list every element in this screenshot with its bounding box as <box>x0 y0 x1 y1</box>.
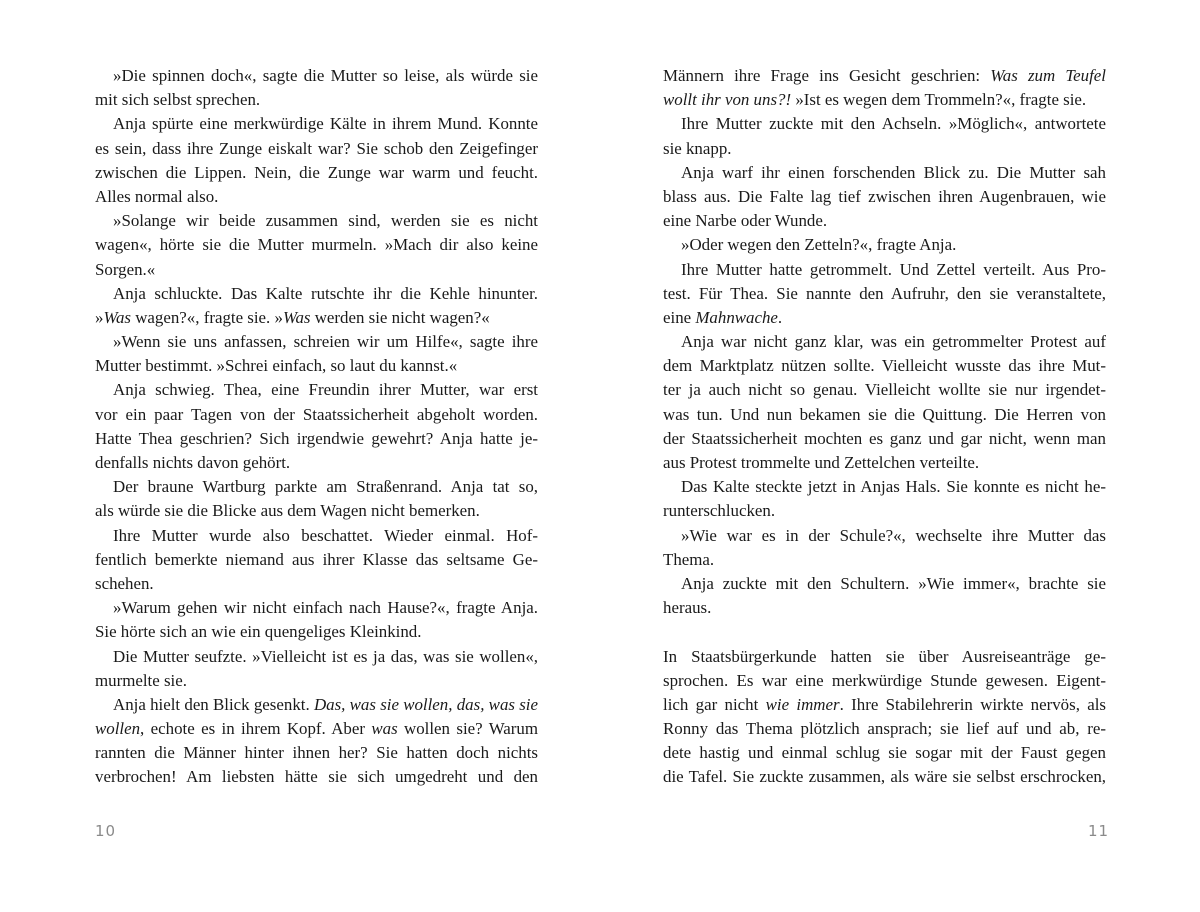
text-line: Der braune Wartburg parkte am Straßenrand. Anja tat so, <box>113 477 538 497</box>
text-line: zwischen die Lippen. Nein, die Zunge war warm und feucht. <box>95 162 538 182</box>
text-line: der Staatssicherheit mochten es ganz und gar nicht, wenn man <box>663 428 1106 448</box>
text-line: ter ja auch nicht so genau. Vielleicht wollte sie nur irgendet- <box>663 380 1106 400</box>
text-line: Hatte Thea geschrien? Sich irgendwie gewehrt? Anja hatte je- <box>95 428 538 448</box>
text-line: murmelte sie. <box>95 670 187 690</box>
text-line: Ihre Mutter hatte getrommelt. Und Zettel verteilt. Aus Pro- <box>681 259 1106 279</box>
text-line: wollt ihr von uns?! »Ist es wegen dem Trommeln?«, fragte sie. <box>663 90 1087 110</box>
text-line: Sie hörte sich an wie ein quengeliges Kleinkind. <box>95 622 422 642</box>
text-line: als würde sie die Blicke aus dem Wagen nicht bemerken. <box>95 501 480 521</box>
text-line: Die Mutter seufzte. »Vielleicht ist es ja das, was sie wollen«, <box>113 646 538 666</box>
text-line: »Wie war es in der Schule?«, wechselte ihre Mutter das <box>681 525 1106 545</box>
text-line: verbrochen! Am liebsten hätte sie sich umgedreht und den <box>95 767 538 787</box>
text-line: test. Für Thea. Sie nannte den Aufruhr, den sie veranstaltete, <box>663 283 1106 303</box>
text-line: sie knapp. <box>663 138 732 158</box>
text-line: »Was wagen?«, fragte sie. »Was werden sie nicht wagen?« <box>95 307 490 327</box>
left-page-text <box>95 64 538 790</box>
text-line: Ihre Mutter wurde also beschattet. Wieder einmal. Hof- <box>113 525 538 545</box>
text-line: mit sich selbst sprechen. <box>95 90 261 110</box>
text-line: »Die spinnen doch«, sagte die Mutter so leise, als würde sie <box>113 66 538 85</box>
text-line: vor ein paar Tagen von der Staatssicherheit abgeholt worden. <box>95 404 538 424</box>
text-line: Anja zuckte mit den Schultern. »Wie immer«, brachte sie <box>681 573 1106 593</box>
text-line: dete hastig und einmal schlug sie sogar mit der Faust gegen <box>663 743 1106 763</box>
right-page-text <box>663 64 1106 790</box>
text-line: Anja warf ihr einen forschenden Blick zu. Die Mutter sah <box>681 162 1106 182</box>
text-line: Anja spürte eine merkwürdige Kälte in ihrem Mund. Konnte <box>113 114 538 134</box>
text-line: Ihre Mutter zuckte mit den Achseln. »Möglich«, antwortete <box>681 114 1106 134</box>
text-line: denfalls nichts davon gehört. <box>95 453 291 472</box>
text-line: Alles normal also. <box>95 186 219 206</box>
text-line: aus Protest trommelte und Zettelchen verteilte. <box>663 453 980 472</box>
text-line: wagen«, hörte sie die Mutter murmeln. »Mach dir also keine <box>95 235 538 255</box>
page-number-right: 11 <box>1088 822 1110 840</box>
text-line: dem Marktplatz nützen sollte. Vielleicht wusste das ihre Mut- <box>663 356 1106 376</box>
text-line: »Wenn sie uns anfassen, schreien wir um Hilfe«, sagte ihre <box>113 332 538 352</box>
text-line: Thema. <box>663 549 715 569</box>
right-page <box>600 0 1200 912</box>
text-line: »Solange wir beide zusammen sind, werden sie es nicht <box>113 211 538 231</box>
text-line: »Oder wegen den Zetteln?«, fragte Anja. <box>681 235 957 255</box>
text-line: In Staatsbürgerkunde hatten sie über Ausreiseanträge ge- <box>663 646 1106 666</box>
text-line: Männern ihre Frage ins Gesicht geschrien: Was zum Teufel <box>663 66 1106 85</box>
text-line: rannten die Männer hinter ihnen her? Sie hatten doch nichts <box>95 743 538 763</box>
text-line: lich gar nicht wie immer. Ihre Stabilehrerin wirkte nervös, als <box>663 694 1106 714</box>
text-line: runterschlucken. <box>663 501 776 521</box>
page-number-left: 10 <box>95 822 117 840</box>
text-line: blass aus. Die Falte lag tief zwischen ihren Augenbrauen, wie <box>663 186 1106 206</box>
text-line: fentlich bemerkte niemand aus ihrer Klasse das seltsame Ge- <box>95 549 538 569</box>
text-line: eine Mahnwache. <box>663 307 783 327</box>
text-line: schehen. <box>95 573 154 593</box>
text-line: sprochen. Es war eine merkwürdige Stunde gewesen. Eigent- <box>663 670 1106 690</box>
text-line: es sein, dass ihre Zunge eiskalt war? Sie schob den Zeigefinger <box>95 138 538 158</box>
text-line: heraus. <box>663 598 712 618</box>
text-line: Das Kalte steckte jetzt in Anjas Hals. Sie konnte es nicht he- <box>681 477 1106 497</box>
text-line: Ronny das Thema plötzlich ansprach; sie lief auf und ab, re- <box>663 719 1106 739</box>
text-line: wollen, echote es in ihrem Kopf. Aber was wollen sie? Warum <box>95 719 539 739</box>
text-line: Mutter bestimmt. »Schrei einfach, so laut du kannst.« <box>95 356 458 376</box>
section-break <box>663 620 1106 644</box>
text-line: eine Narbe oder Wunde. <box>663 211 828 231</box>
text-line: Anja hielt den Blick gesenkt. Das, was sie wollen, das, was sie <box>113 694 538 714</box>
text-line: was tun. Und nun bekamen sie die Quittung. Die Herren von <box>663 404 1106 424</box>
text-line: Anja schwieg. Thea, eine Freundin ihrer Mutter, war erst <box>113 380 538 400</box>
text-line: Sorgen.« <box>95 259 156 279</box>
text-line: die Tafel. Sie zuckte zusammen, als wäre sie selbst erschrocken, <box>663 767 1106 787</box>
text-line: Anja war nicht ganz klar, was ein getrommelter Protest auf <box>681 332 1106 352</box>
text-line: »Warum gehen wir nicht einfach nach Hause?«, fragte Anja. <box>113 598 538 618</box>
text-line: Anja schluckte. Das Kalte rutschte ihr die Kehle hinunter. <box>113 283 538 303</box>
